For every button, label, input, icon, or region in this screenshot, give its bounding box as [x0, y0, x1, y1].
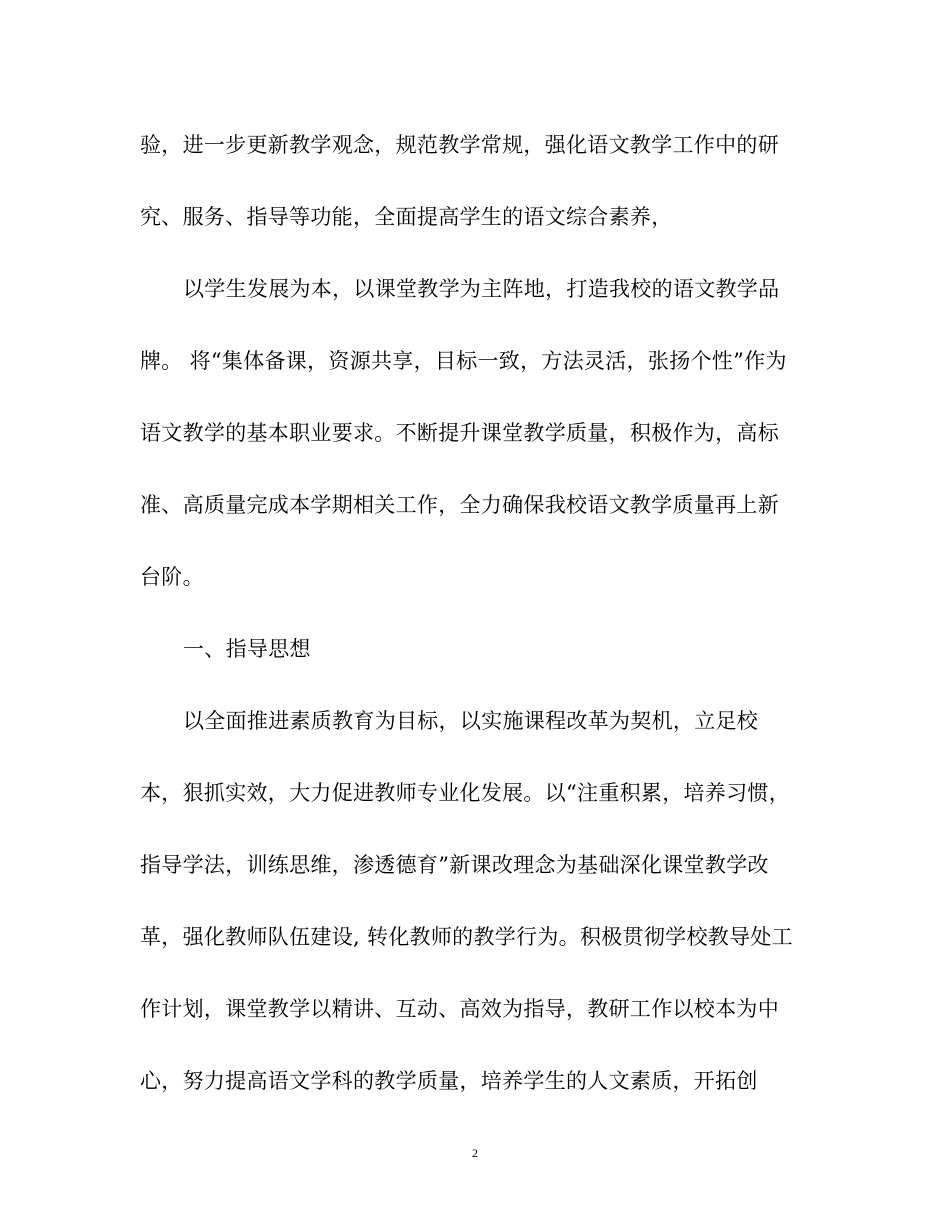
- section-heading: 一、指导思想: [183, 637, 311, 661]
- text-line: 本，狠抓实效，大力促进教师专业化发展。以“注重积累，培养习惯，: [140, 781, 791, 805]
- text-line: 作计划，课堂教学以精讲、互动、高效为指导，教研工作以校本为中: [140, 997, 779, 1021]
- text-line: 以全面推进素质教育为目标，以实施课程改革为契机，立足校: [183, 709, 759, 733]
- text-line: 指导学法，训练思维，渗透德育”新课改理念为基础深化课堂教学改: [140, 853, 769, 877]
- text-line: 验，进一步更新教学观念，规范教学常规，强化语文教学工作中的研: [140, 133, 779, 157]
- text-line: 准、高质量完成本学期相关工作，全力确保我校语文教学质量再上新: [140, 493, 779, 517]
- page-number: 2: [472, 1146, 478, 1160]
- text-line: 语文教学的基本职业要求。不断提升课堂教学质量，积极作为，高标: [140, 421, 779, 445]
- text-line: 台阶。: [140, 565, 204, 589]
- text-line: 以学生发展为本，以课堂教学为主阵地，打造我校的语文教学品: [183, 277, 780, 301]
- text-line: 究、服务、指导等功能，全面提高学生的语文综合素养，: [140, 205, 673, 229]
- text-line: 牌。 将“集体备课，资源共享，目标一致，方法灵活，张扬个性”作为: [140, 349, 787, 373]
- text-line: 心，努力提高语文学科的教学质量，培养学生的人文素质，开拓创: [140, 1069, 758, 1093]
- text-line: 革，强化教师队伍建设, 转化教师的教学行为。积极贯彻学校教导处工: [140, 925, 793, 949]
